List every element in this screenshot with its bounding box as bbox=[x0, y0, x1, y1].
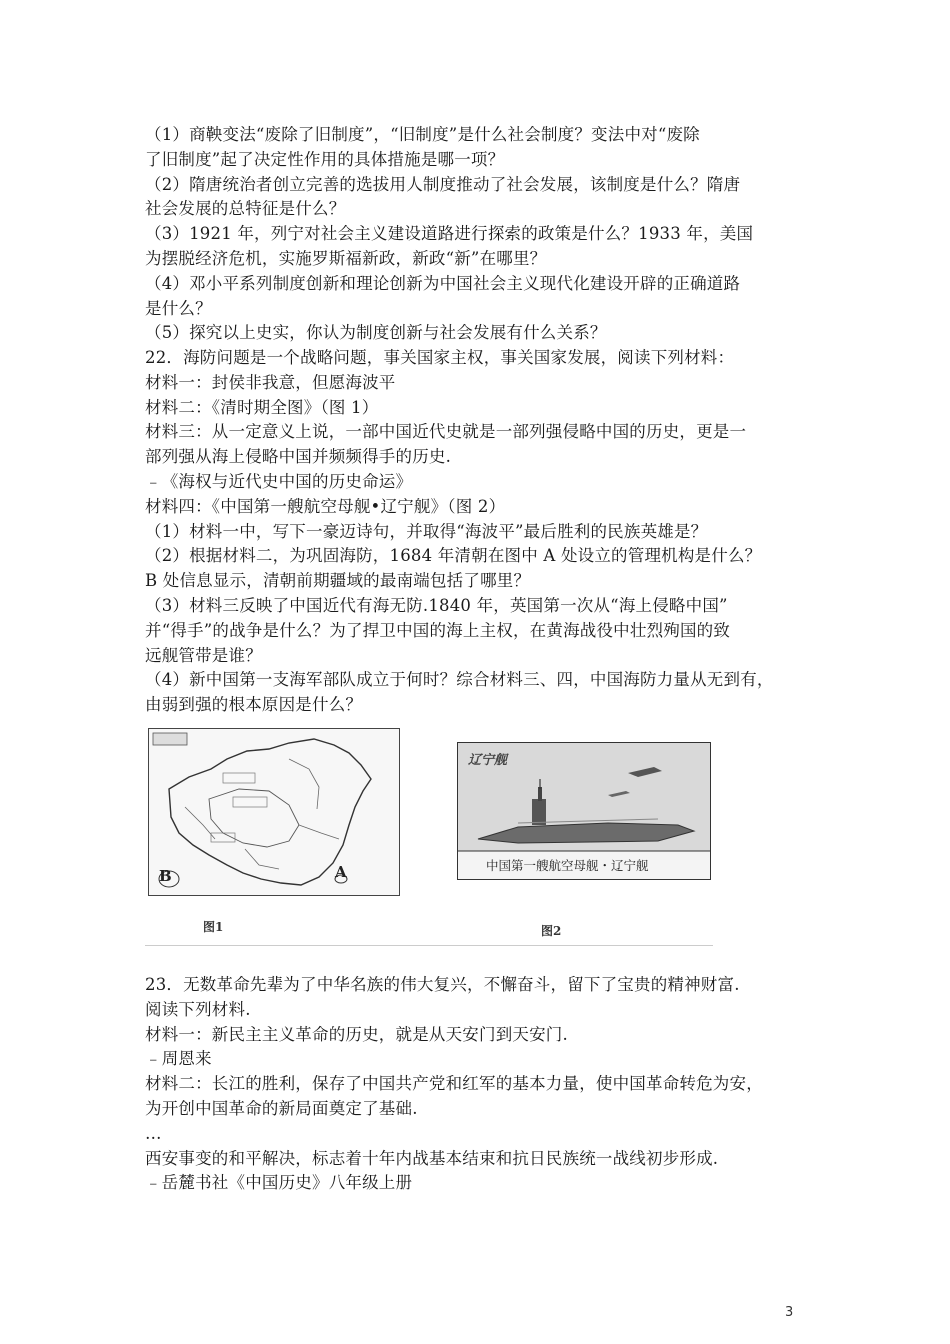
material-line: 材料一：新民主主义革命的历史，就是从天安门到天安门. bbox=[145, 1024, 568, 1044]
material-line: 为开创中国革命的新局面奠定了基础. bbox=[145, 1098, 418, 1118]
carrier-caption: 中国第一艘航空母舰・辽宁舰 bbox=[486, 858, 649, 873]
material-line: 材料二：《清时期全图》（图 1） bbox=[145, 397, 379, 417]
text-line: 为摆脱经济危机，实施罗斯福新政，新政“新”在哪里？ bbox=[145, 248, 547, 268]
sub-question: （2）根据材料二，为巩固海防，1684 年清朝在图中 A 处设立的管理机构是什么？ bbox=[145, 546, 762, 566]
material-line: 材料四：《中国第一艘航空母舰•辽宁舰》（图 2） bbox=[145, 496, 506, 516]
sub-question: 并“得手”的战争是什么？为了捍卫中国的海上主权，在黄海战役中壮烈殉国的致 bbox=[145, 620, 731, 640]
text-line: 阅读下列材料. bbox=[145, 999, 251, 1019]
sub-question: B 处信息显示，清朝前期疆域的最南端包括了哪里？ bbox=[145, 571, 531, 591]
figure-2-label: 图2 bbox=[541, 924, 562, 938]
material-line: 西安事变的和平解决，标志着十年内战基本结束和抗日民族统一战线初步形成. bbox=[145, 1148, 719, 1168]
material-line: 材料一：封侯非我意，但愿海波平 bbox=[145, 372, 396, 392]
map-illustration bbox=[149, 729, 399, 895]
sub-question: 远舰管带是谁？ bbox=[145, 645, 262, 665]
source-line: ﹣周恩来 bbox=[145, 1049, 212, 1069]
liaoning-carrier-figure bbox=[457, 742, 711, 880]
source-line: ﹣《海权与近代史中国的历史命运》 bbox=[145, 471, 413, 491]
carrier-brand-text: 辽宁舰 bbox=[468, 753, 508, 768]
text-line: （4）邓小平系列制度创新和理论创新为中国社会主义现代化建设开辟的正确道路 bbox=[145, 273, 741, 293]
question-heading: 23．无数革命先辈为了中华名族的伟大复兴，不懈奋斗，留下了宝贵的精神财富. bbox=[145, 975, 740, 994]
question-23 bbox=[145, 973, 835, 1196]
figure-divider bbox=[145, 945, 713, 946]
material-line: 材料三：从一定意义上说，一部中国近代史就是一部列强侵略中国的历史，更是一 bbox=[145, 422, 747, 442]
text-line: 是什么？ bbox=[145, 298, 212, 318]
text-line: 了旧制度”起了决定性作用的具体措施是哪一项？ bbox=[145, 149, 505, 169]
text-line: 社会发展的总特征是什么？ bbox=[145, 199, 346, 219]
text-line: （3）1921 年，列宁对社会主义建设道路进行探索的政策是什么？1933 年，美国 bbox=[145, 224, 754, 244]
figure-1-label: 图1 bbox=[203, 920, 224, 934]
question-heading: 22．海防问题是一个战略问题，事关国家主权，事关国家发展，阅读下列材料： bbox=[145, 348, 735, 367]
question-22 bbox=[145, 346, 835, 718]
map-marker-b: B bbox=[159, 867, 172, 885]
sub-question: （1）材料一中，写下一豪迈诗句，并取得“海波平”最后胜利的民族英雄是？ bbox=[145, 521, 708, 541]
sub-question: （3）材料三反映了中国近代有海无防.1840 年，英国第一次从“海上侵略中国” bbox=[145, 595, 728, 615]
text-line: （1）商鞅变法“废除了旧制度”，“旧制度”是什么社会制度？变法中对“废除 bbox=[145, 125, 700, 144]
qing-map-figure bbox=[148, 728, 400, 896]
sub-question: （4）新中国第一支海军部队成立于何时？综合材料三、四，中国海防力量从无到有， bbox=[145, 670, 774, 690]
sub-question: 由弱到强的根本原因是什么？ bbox=[145, 695, 363, 715]
source-line: ﹣岳麓书社《中国历史》八年级上册 bbox=[145, 1173, 413, 1193]
question-21-parts bbox=[145, 123, 835, 346]
material-line: 材料二：长江的胜利，保存了中国共产党和红军的基本力量，使中国革命转危为安， bbox=[145, 1074, 763, 1094]
page-number: 3 bbox=[785, 1305, 794, 1320]
text-line: （2）隋唐统治者创立完善的选拔用人制度推动了社会发展，该制度是什么？隋唐 bbox=[145, 174, 741, 194]
map-marker-a: A bbox=[335, 863, 347, 881]
ellipsis-line: … bbox=[145, 1123, 162, 1143]
text-line: （5）探究以上史实，你认为制度创新与社会发展有什么关系？ bbox=[145, 323, 607, 343]
material-line: 部列强从海上侵略中国并频频得手的历史. bbox=[145, 447, 452, 467]
figures-row bbox=[145, 724, 713, 946]
